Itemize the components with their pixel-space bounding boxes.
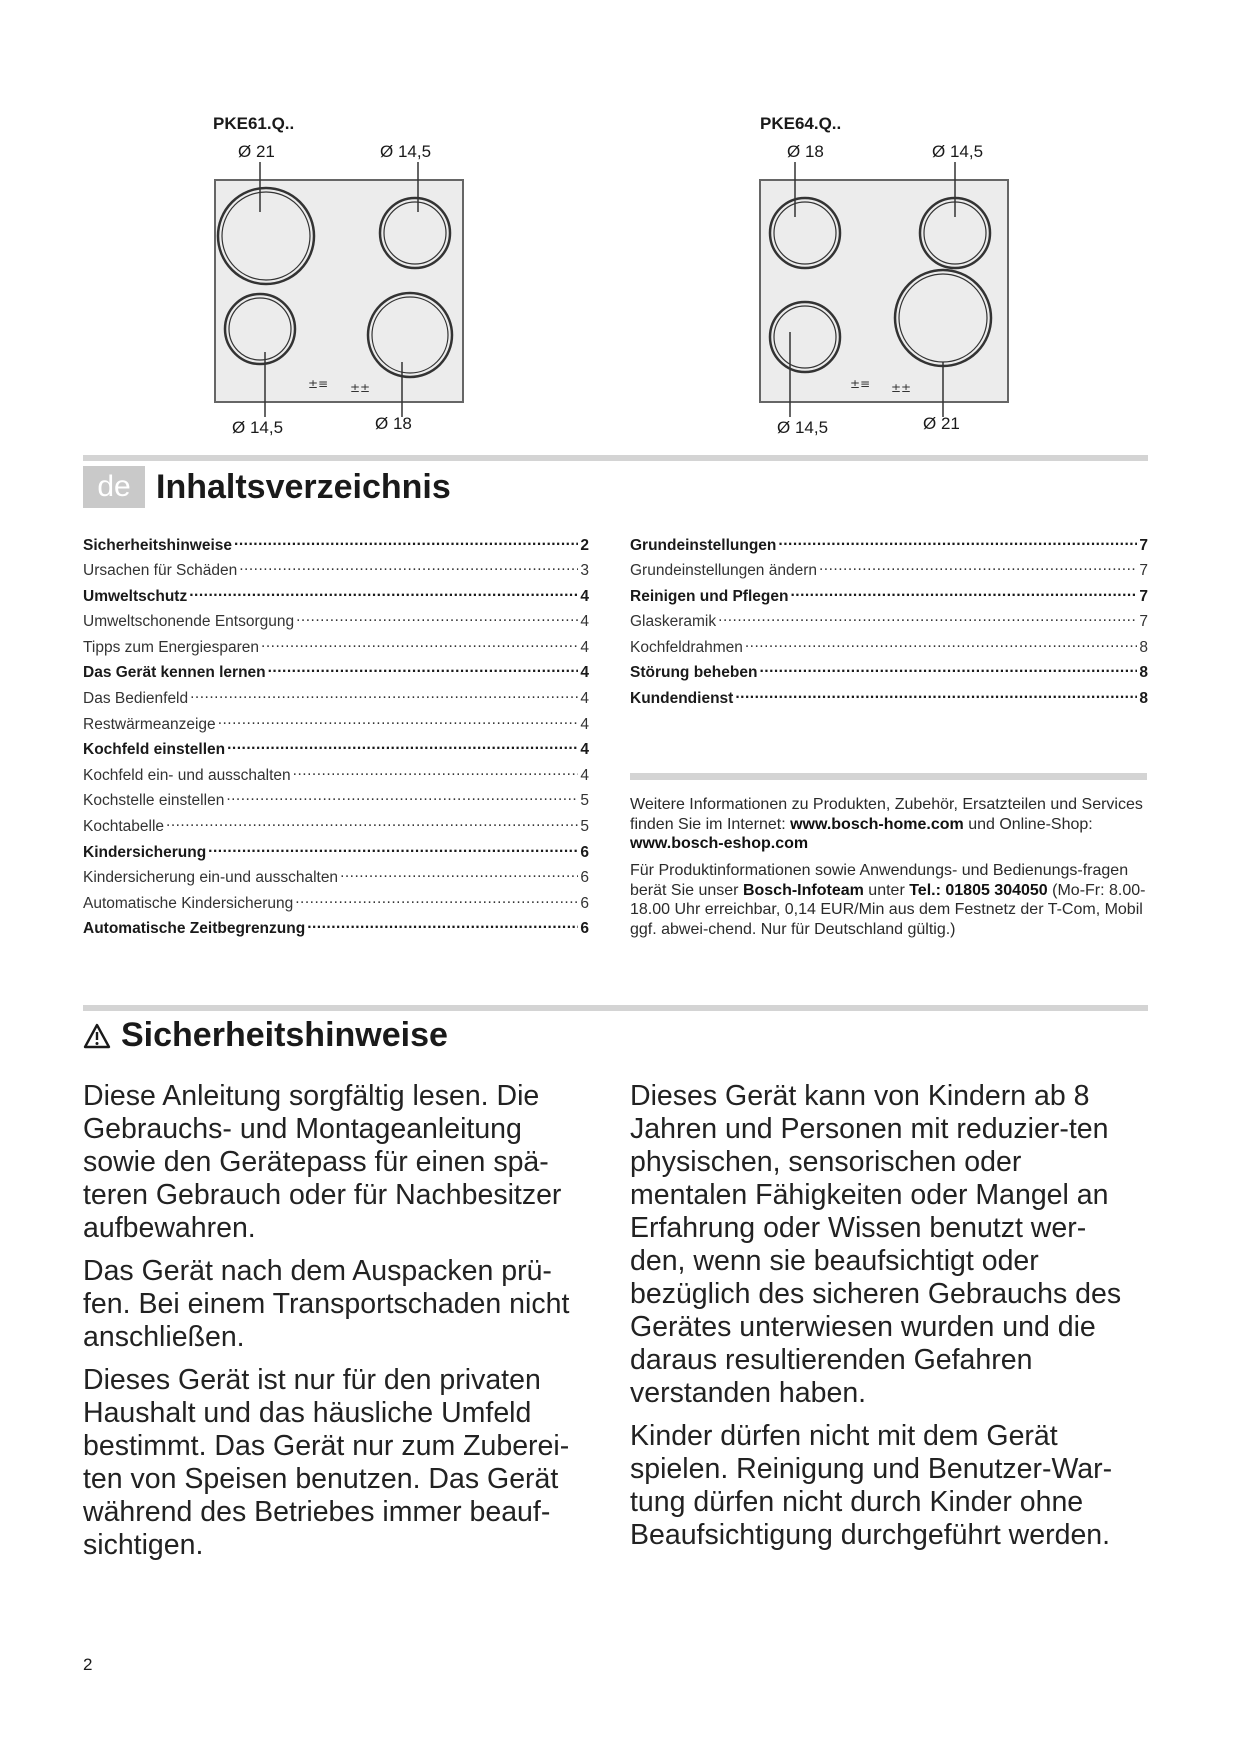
toc-entry-page: 7	[1139, 562, 1148, 580]
toc-entry[interactable]	[630, 534, 1148, 560]
toc-entry[interactable]	[83, 841, 589, 867]
safety-paragraph: Dieses Gerät ist nur für den privaten Haushalt und das häusliche Umfeld bestimmt. Das Gerät nur zum Zuberei-ten von Speisen benutzen. Das Gerät während des Betriebes immer beauf-sichtigen.	[83, 1364, 570, 1561]
toc-entry-title: Grundeinstellungen ändern	[630, 562, 817, 580]
toc-leader-dots	[307, 918, 578, 934]
safety-left-column	[83, 1080, 593, 1572]
toc-entry[interactable]	[83, 764, 589, 790]
toc-leader-dots	[218, 713, 579, 729]
toc-leader-dots	[735, 688, 1137, 704]
toc-entry[interactable]	[83, 867, 589, 893]
toc-entry-title: Grundeinstellungen	[630, 536, 777, 554]
toc-leader-dots	[166, 816, 578, 832]
warning-icon	[83, 1023, 111, 1049]
toc-entry[interactable]	[83, 662, 589, 688]
toc-entry-title: Tipps zum Energiesparen	[83, 638, 260, 656]
toc-leader-dots	[819, 560, 1137, 576]
toc-leader-dots	[293, 764, 579, 780]
infoteam-name: Bosch-Infoteam	[742, 881, 864, 899]
toc-entry-page: 4	[580, 766, 589, 784]
toc-left-column	[83, 534, 589, 944]
toc-entry[interactable]	[630, 585, 1148, 611]
svg-text:±±: ±±	[891, 381, 912, 395]
toc-entry[interactable]	[630, 636, 1148, 662]
info-text: und Online-Shop:	[963, 815, 1093, 833]
info-divider	[630, 773, 1147, 780]
toc-entry-title: Umweltschonende Entsorgung	[83, 613, 295, 631]
toc-entry-title: Das Gerät kennen lernen	[83, 664, 266, 682]
cooktop-diagram-pke64	[745, 112, 1085, 442]
safety-right-column	[630, 1080, 1140, 1562]
toc-entry-title: Kindersicherung ein-und ausschalten	[83, 869, 339, 887]
zone-diameter-label: Ø 21	[923, 414, 960, 433]
toc-entry[interactable]	[83, 534, 589, 560]
eshop-link[interactable]: www.bosch-eshop.com	[630, 835, 809, 852]
svg-text:±±: ±±	[350, 381, 371, 395]
svg-text:±≡: ±≡	[850, 377, 871, 391]
info-text: Weitere Informationen zu Produkten, Zubehör, Ersatzteilen und Services finden Sie im Internet:	[630, 796, 1143, 833]
toc-leader-dots	[189, 585, 578, 601]
toc-entry-page: 4	[580, 690, 589, 708]
zone-diameter-label: Ø 21	[238, 142, 275, 161]
toc-entry-title: Störung beheben	[630, 664, 758, 682]
toc-entry-page: 6	[580, 869, 589, 887]
toc-entry-title: Umweltschutz	[83, 587, 188, 605]
zone-diameter-label: Ø 18	[787, 142, 824, 161]
zone-diameter-label: Ø 14,5	[232, 418, 284, 437]
website-link[interactable]: www.bosch-home.com	[790, 815, 964, 833]
toc-entry-page: 5	[580, 818, 589, 836]
language-badge: de	[83, 466, 145, 508]
cooktop-diagram-pke61	[200, 112, 540, 442]
toc-entry[interactable]	[83, 560, 589, 586]
toc-entry-title: Restwärmeanzeige	[83, 715, 216, 733]
toc-entry-page: 4	[580, 741, 589, 759]
safety-paragraph: Dieses Gerät kann von Kindern ab 8 Jahren und Personen mit reduzier-ten physischen, sensorischen oder mentalen Fähigkeiten oder Mangel an Erfahrung oder Wissen benutzt wer-den, wenn sie beaufsichtigt oder bezüglich des sicheren Gebrauchs des Gerätes unterwiesen wurden und die daraus resultierenden Gefahren verstanden haben.	[630, 1080, 1122, 1409]
toc-entry-page: 3	[580, 562, 589, 580]
toc-leader-dots	[268, 662, 579, 678]
toc-leader-dots	[295, 892, 578, 908]
toc-leader-dots	[208, 841, 578, 857]
toc-entry[interactable]	[83, 688, 589, 714]
toc-leader-dots	[261, 636, 578, 652]
toc-entry[interactable]	[630, 560, 1148, 586]
toc-entry-page: 4	[580, 664, 589, 682]
toc-entry-page: 4	[580, 587, 589, 605]
toc-leader-dots	[190, 688, 578, 704]
info-text: (Mo-Fr: 8.00-18.00 Uhr erreichbar, 0,14 EUR/Min aus dem Festnetz der T-Com, Mobil ggf. abwei-chend. Nur für Deutschland gültig.)	[630, 881, 1146, 938]
toc-entry-title: Sicherheitshinweise	[83, 536, 233, 554]
safety-heading	[83, 1016, 448, 1055]
toc-entry-title: Kochfeld ein- und ausschalten	[83, 766, 291, 784]
section-divider	[83, 1005, 1148, 1011]
toc-entry-title: Reinigen und Pflegen	[630, 587, 789, 605]
toc-entry-title: Automatische Kindersicherung	[83, 894, 294, 912]
toc-entry-title: Ursachen für Schäden	[83, 562, 238, 580]
toc-entry[interactable]	[83, 816, 589, 842]
toc-leader-dots	[226, 790, 578, 806]
toc-leader-dots	[239, 560, 578, 576]
toc-leader-dots	[340, 867, 578, 883]
toc-entry[interactable]	[83, 892, 589, 918]
toc-entry-page: 8	[1139, 638, 1148, 656]
zone-diameter-label: Ø 14,5	[932, 142, 984, 161]
toc-leader-dots	[745, 636, 1138, 652]
toc-entry-title: Das Bedienfeld	[83, 690, 189, 708]
safety-paragraph: Diese Anleitung sorgfältig lesen. Die Gebrauchs- und Montageanleitung sowie den Gerätepass für einen spä-teren Gebrauch oder für Nachbesitzer aufbewahren.	[83, 1080, 562, 1244]
toc-entry-page: 4	[580, 638, 589, 656]
toc-leader-dots	[296, 611, 578, 627]
info-text: unter	[863, 881, 910, 899]
toc-leader-dots	[759, 662, 1137, 678]
toc-entry[interactable]	[83, 713, 589, 739]
toc-entry-page: 4	[580, 715, 589, 733]
zone-diameter-label: Ø 14,5	[777, 418, 829, 437]
toc-entry-title: Glaskeramik	[630, 613, 717, 631]
toc-entry-title: Automatische Zeitbegrenzung	[83, 920, 306, 938]
toc-entry[interactable]	[630, 611, 1148, 637]
toc-entry-page: 6	[580, 920, 589, 938]
toc-entry-page: 8	[1139, 664, 1148, 682]
toc-leader-dots	[790, 585, 1137, 601]
toc-entry[interactable]	[83, 611, 589, 637]
toc-title: Inhaltsverzeichnis	[156, 468, 451, 506]
toc-right-column	[630, 534, 1148, 713]
toc-entry-page: 4	[580, 613, 589, 631]
toc-header	[83, 466, 1148, 508]
page-number: 2	[83, 1655, 93, 1674]
toc-entry-page: 8	[1139, 690, 1148, 708]
toc-entry-page: 7	[1139, 613, 1148, 631]
toc-entry[interactable]	[83, 790, 589, 816]
toc-entry-title: Kindersicherung	[83, 843, 207, 861]
safety-paragraph: Das Gerät nach dem Auspacken prü-fen. Bei einem Transportschaden nicht anschließen.	[83, 1255, 570, 1353]
toc-entry-page: 7	[1139, 587, 1148, 605]
model-label: PKE64.Q..	[760, 114, 842, 133]
toc-entry-title: Kochfeld einstellen	[83, 741, 226, 759]
toc-entry-title: Kochstelle einstellen	[83, 792, 225, 810]
info-hotline-paragraph	[630, 861, 1150, 939]
toc-entry-page: 6	[580, 843, 589, 861]
safety-paragraph: Kinder dürfen nicht mit dem Gerät spielen. Reinigung und Benutzer-War-tung dürfen nicht durch Kinder ohne Beaufsichtigung durchgeführt werden.	[630, 1420, 1113, 1551]
toc-entry[interactable]	[83, 918, 589, 944]
toc-entry-page: 5	[580, 792, 589, 810]
toc-entry[interactable]	[630, 662, 1148, 688]
safety-title: Sicherheitshinweise	[121, 1016, 448, 1054]
toc-entry[interactable]	[83, 739, 589, 765]
toc-entry[interactable]	[83, 585, 589, 611]
toc-entry-page: 6	[580, 894, 589, 912]
toc-leader-dots	[718, 611, 1137, 627]
toc-leader-dots	[778, 534, 1137, 550]
toc-entry-title: Kundendienst	[630, 690, 734, 708]
toc-entry-page: 2	[580, 536, 589, 554]
toc-leader-dots	[227, 739, 578, 755]
toc-entry[interactable]	[630, 688, 1148, 714]
toc-entry-page: 7	[1139, 536, 1148, 554]
svg-text:±≡: ±≡	[308, 377, 329, 391]
toc-entry-title: Kochtabelle	[83, 818, 165, 836]
zone-diameter-label: Ø 14,5	[380, 142, 432, 161]
info-web-paragraph	[630, 795, 1150, 854]
model-label: PKE61.Q..	[213, 114, 295, 133]
info-text: Für Produktinformationen sowie Anwendungs- und Bedienungs-fragen berät Sie unser	[630, 862, 1129, 899]
section-divider	[83, 455, 1148, 461]
zone-diameter-label: Ø 18	[375, 414, 412, 433]
toc-leader-dots	[234, 534, 578, 550]
toc-entry[interactable]	[83, 636, 589, 662]
hotline-number: Tel.: 01805 304050	[909, 881, 1048, 899]
toc-entry-title: Kochfeldrahmen	[630, 638, 743, 656]
